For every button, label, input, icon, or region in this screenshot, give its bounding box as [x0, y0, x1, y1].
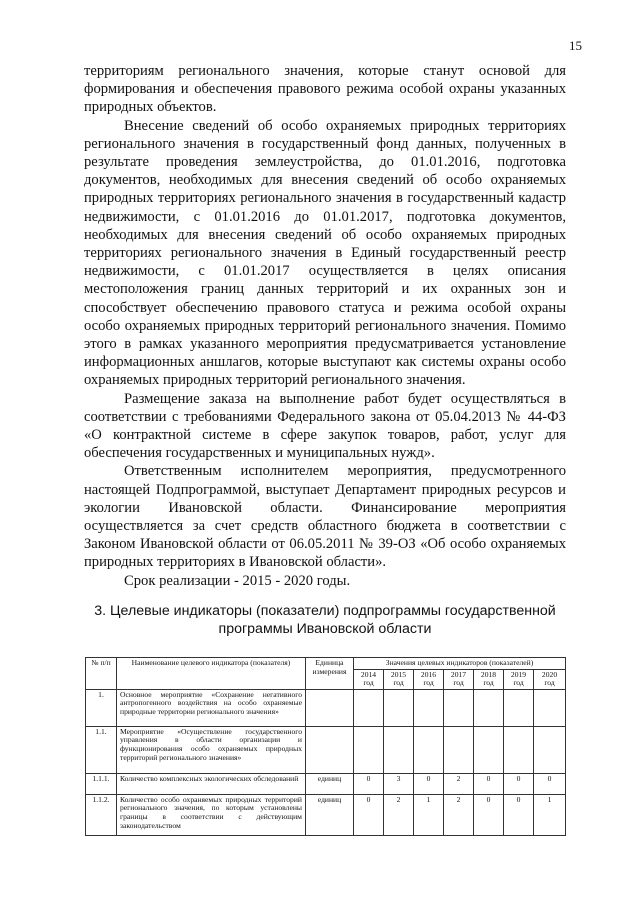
row-value	[534, 726, 566, 773]
row-value: 0	[474, 794, 504, 835]
table-row	[86, 773, 566, 794]
row-value	[474, 726, 504, 773]
row-name: Мероприятие «Осуществление государственного управления в области организации и функционирования особо охраняемых природных территорий регионального значения»	[117, 726, 306, 773]
row-value	[414, 689, 444, 726]
row-num: 1.1.	[86, 726, 117, 773]
row-value	[354, 689, 384, 726]
row-value: 2	[444, 773, 474, 794]
row-value	[414, 726, 444, 773]
row-num: 1.1.2.	[86, 794, 117, 835]
row-unit: единиц	[306, 794, 354, 835]
row-name: Количество комплексных экологических обследований	[117, 773, 306, 794]
header-unit: Единица измерения	[306, 658, 354, 690]
row-value: 0	[504, 794, 534, 835]
row-value: 0	[534, 773, 566, 794]
table-row	[86, 726, 566, 773]
header-name: Наименование целевого индикатора (показателя)	[117, 658, 306, 690]
header-year: 2018 год	[474, 669, 504, 689]
row-unit	[306, 689, 354, 726]
paragraph-1: территориям регионального значения, которые станут основой для формирования и обеспечения правового режима особой охраны указанных природных объектов.	[84, 63, 566, 116]
row-value: 1	[414, 794, 444, 835]
row-unit	[306, 726, 354, 773]
row-value: 0	[414, 773, 444, 794]
paragraph-2: Внесение сведений об особо охраняемых природных территориях регионального значения в государственный фонд данных, полученных в результате проведения землеустройства, до 01.01.2016, подготовка документов, необходимых для внесения сведений об особо охраняемых природных территориях регионального значения в государственный кадастр недвижимости, с 01.01.2016 до 01.01.2017, подготовка документов, необходимых для внесения сведений об особо охраняемых природных территориях регионального значения в Единый государственный реестр недвижимости, с 01.01.2017 осуществляется в целях описания местоположения границ данных территорий и их охранных зон и способствует обеспечению правового статуса и режима особой охраны особо охраняемых природных территорий регионального значения. Помимо этого в рамках указанного мероприятия предусматривается установление информационных аншлагов, которые выступают как системы охраны особо охраняемых природных территорий регионального значения.	[84, 117, 566, 389]
row-num: 1.1.1.	[86, 773, 117, 794]
row-value	[474, 689, 504, 726]
header-values-group: Значения целевых индикаторов (показателей)	[354, 658, 566, 670]
body-text	[84, 62, 566, 590]
paragraph-3: Размещение заказа на выполнение работ будет осуществляться в соответствии с требованиями Федерального закона от 05.04.2013 № 44-ФЗ «О контрактной системе в сфере закупок товаров, работ, услуг для обеспечения государственных и муниципальных нужд».	[84, 390, 566, 462]
section-title: 3. Целевые индикаторы (показатели) подпрограммы государственной программы Ивановской области	[94, 603, 556, 637]
header-year: 2015 год	[384, 669, 414, 689]
paragraph-4: Ответственным исполнителем мероприятия, предусмотренного настоящей Подпрограммой, выступает Департамент природных ресурсов и экологии Ивановской области. Финансирование мероприятия осуществляется за счет средств областного бюджета в соответствии с Законом Ивановской области от 06.05.2011 № 39-ОЗ «Об особо охраняемых природных территориях в Ивановской области».	[84, 463, 566, 571]
row-value: 0	[354, 773, 384, 794]
row-value: 0	[354, 794, 384, 835]
row-value: 0	[504, 773, 534, 794]
row-num: 1.	[86, 689, 117, 726]
header-year: 2020 год	[534, 669, 566, 689]
indicators-table	[85, 657, 566, 836]
row-value	[444, 726, 474, 773]
header-num: № п/п	[86, 658, 117, 690]
row-value	[384, 689, 414, 726]
table-row	[86, 689, 566, 726]
row-value: 2	[384, 794, 414, 835]
page-number: 15	[569, 38, 582, 53]
header-year: 2014 год	[354, 669, 384, 689]
row-value	[444, 689, 474, 726]
header-year: 2019 год	[504, 669, 534, 689]
row-value: 3	[384, 773, 414, 794]
header-year: 2017 год	[444, 669, 474, 689]
row-name: Количество особо охраняемых природных территорий регионального значения, по которым установлены границы в соответствии с действующим законодательством	[117, 794, 306, 835]
paragraph-5: Срок реализации - 2015 - 2020 годы.	[124, 572, 351, 589]
header-year: 2016 год	[414, 669, 444, 689]
row-value	[504, 726, 534, 773]
table-header-row	[86, 658, 566, 670]
row-value	[504, 689, 534, 726]
row-value	[534, 689, 566, 726]
row-value	[384, 726, 414, 773]
row-unit: единиц	[306, 773, 354, 794]
row-name: Основное мероприятие «Сохранение негативного антропогенного воздействия на особо охраняемые природные территории регионального значения»	[117, 689, 306, 726]
row-value: 1	[534, 794, 566, 835]
row-value	[354, 726, 384, 773]
row-value: 2	[444, 794, 474, 835]
row-value: 0	[474, 773, 504, 794]
table-row	[86, 794, 566, 835]
